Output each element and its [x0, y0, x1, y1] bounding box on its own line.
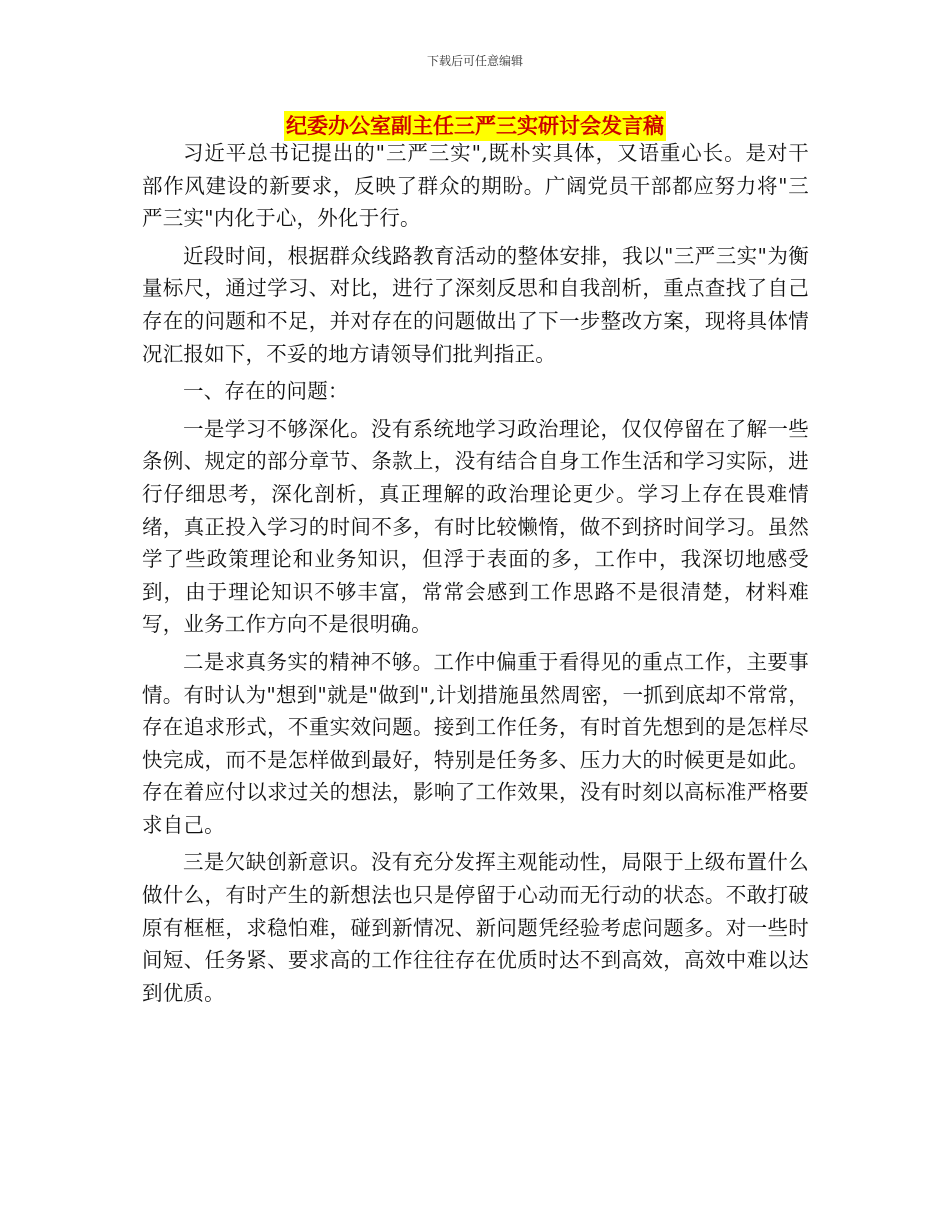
paragraph-intro: 习近平总书记提出的"三严三实",既朴实具体，又语重心长。是对干部作风建设的新要求，反映了群众的期盼。广阔党员干部都应努力将"三严三实"内化于心，外化于行。 [142, 141, 809, 231]
section-heading-problems: 一、存在的问题： [183, 379, 349, 404]
paragraph-problem-1: 一是学习不够深化。没有系统地学习政治理论，仅仅停留在了解一些条例、规定的部分章节、条款上，没有结合自身工作生活和学习实际，进行仔细思考，深化剖析，真正理解的政治理论更少。学习上存在畏难情绪，真正投入学习的时间不多，有时比较懒惰，做不到挤时间学习。虽然学了些政策理论和业务知识，但浮于表面的多，工作中，我深切地感受到，由于理论知识不够丰富，常常会感到工作思路不是很清楚，材料难写，业务工作方向不是很明确。 [142, 416, 809, 637]
paragraph-problem-2: 二是求真务实的精神不够。工作中偏重于看得见的重点工作，主要事情。有时认为"想到"就是"做到",计划措施虽然周密，一抓到底却不常常，存在追求形式，不重实效问题。接到工作任务，有时首先想到的是怎样尽快完成，而不是怎样做到最好，特别是任务多、压力大的时候更是如此。存在着应付以求过关的想法，影响了工作效果，没有时刻以高标准严格要求自己。 [142, 649, 809, 837]
document-body [142, 137, 809, 1014]
paragraph-problem-3: 三是欠缺创新意识。没有充分发挥主观能动性，局限于上级布置什么做什么，有时产生的新想法也只是停留于心动而无行动的状态。不敢打破原有框框，求稳怕难，碰到新情况、新问题凭经验考虑问题多。对一些时间短、任务紧、要求高的工作往往存在优质时达不到高效，高效中难以达到优质。 [142, 850, 809, 1005]
paragraph-background: 近段时间，根据群众线路教育活动的整体安排，我以"三严三实"为衡量标尺，通过学习、对比，进行了深刻反思和自我剖析，重点查找了自己存在的问题和不足，并对存在的问题做出了下一步整改方案，现将具体情况汇报如下，不妥的地方请领导们批判指正。 [142, 243, 809, 366]
header-note: 下载后可任意编辑 [426, 54, 523, 68]
document-title: 纪委办公室副主任三严三实研讨会发言稿 [284, 111, 666, 141]
